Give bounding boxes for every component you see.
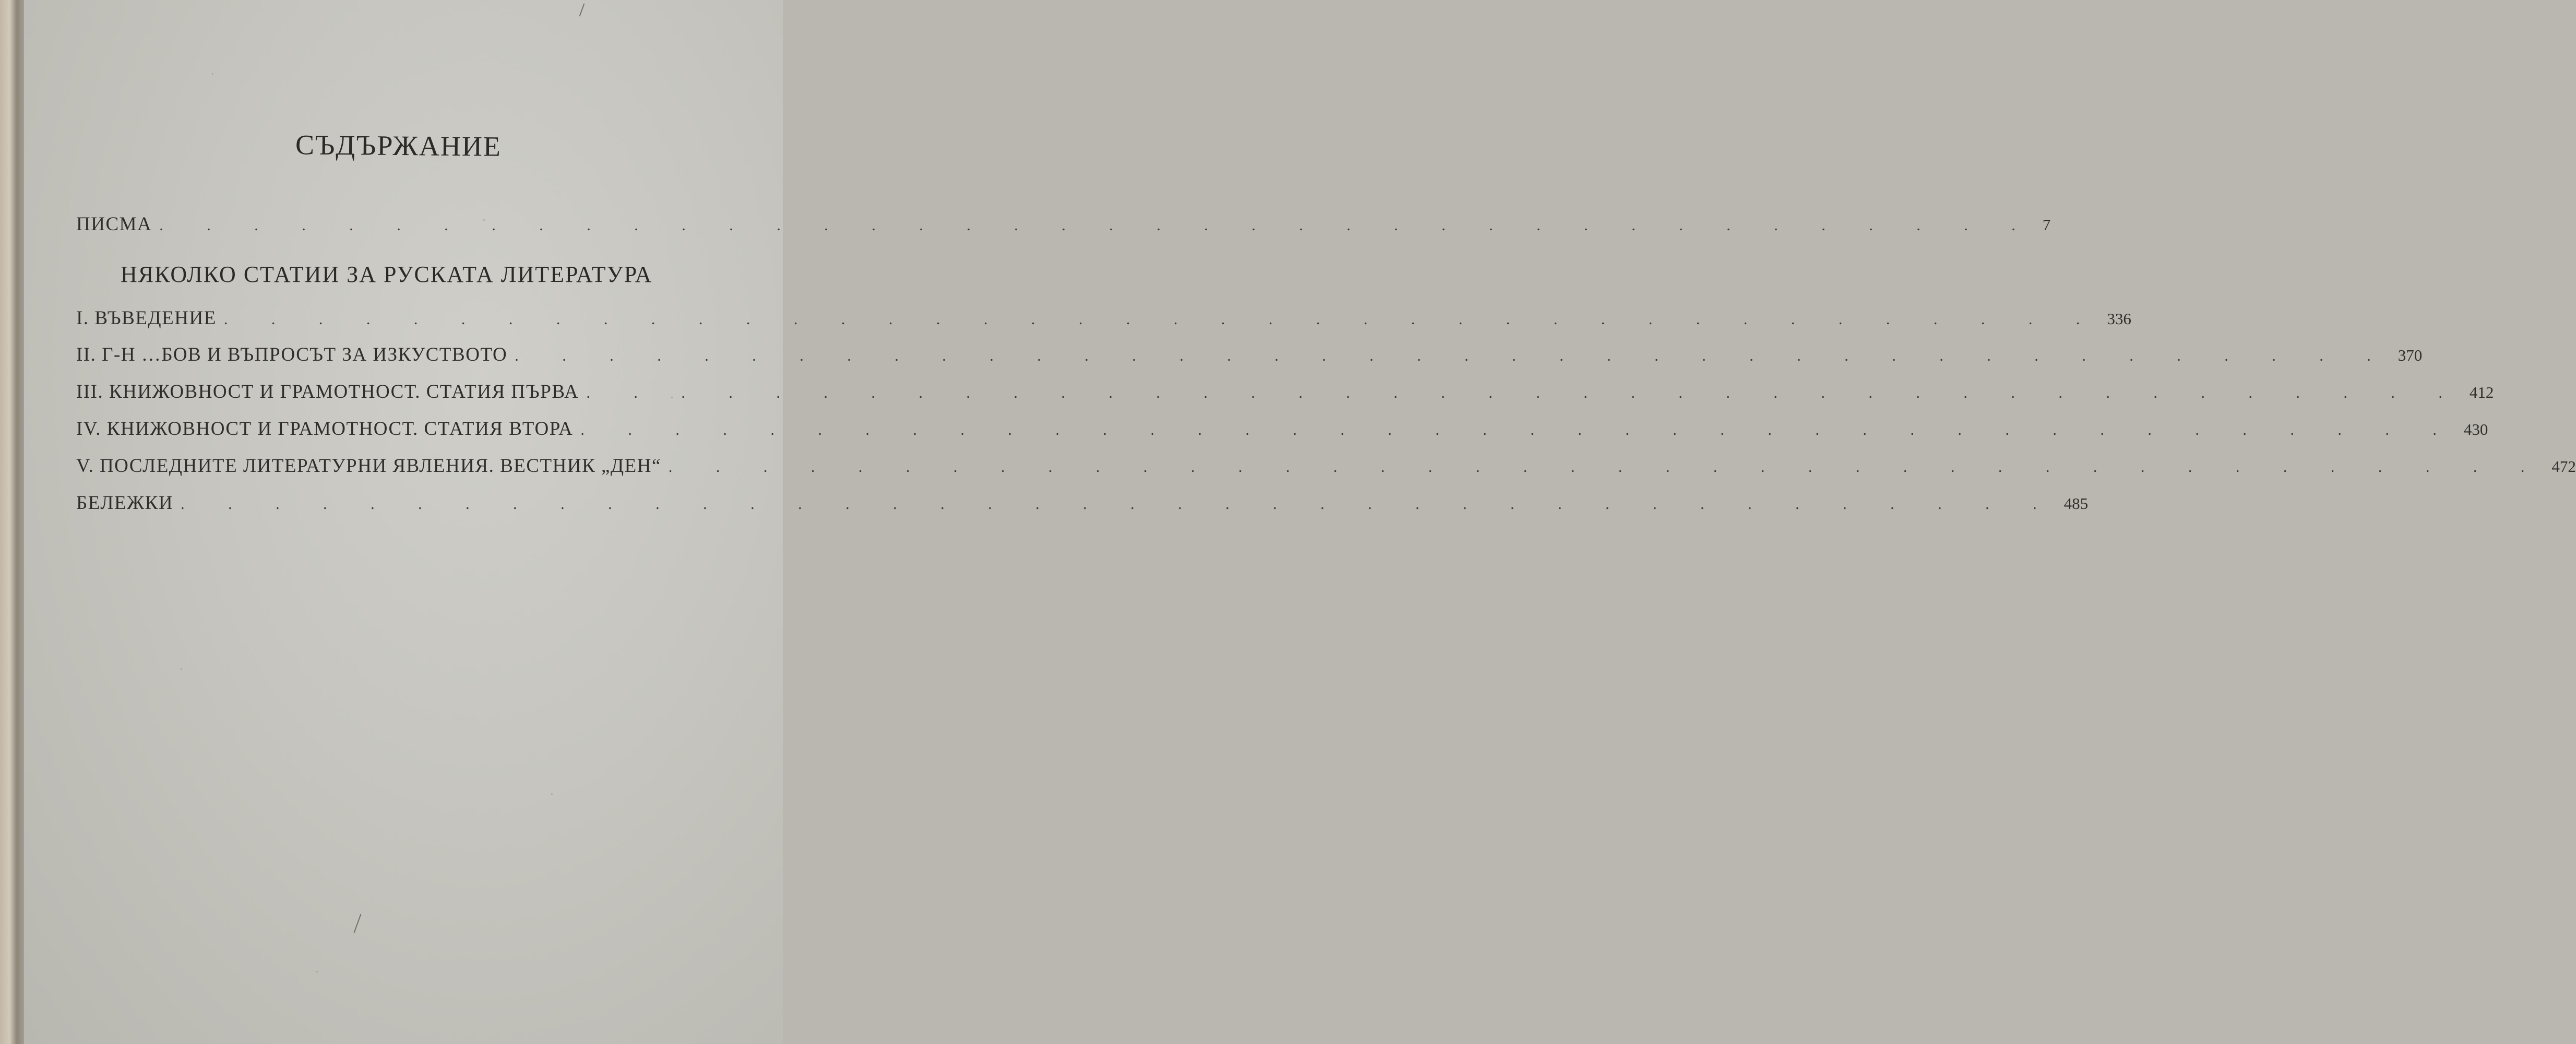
toc-page-number: 370 bbox=[2398, 346, 2423, 364]
toc-entry bbox=[76, 343, 2423, 370]
toc-entry-label: I. ВЪВЕДЕНИЕ bbox=[76, 307, 217, 329]
dot-leader: . . . . . . . . . . . . . . . . . . . . . . . . . . . . . . . . . . . . . . . . bbox=[159, 217, 2035, 234]
paper-speck bbox=[181, 668, 182, 670]
pencil-mark bbox=[354, 914, 362, 933]
toc-page-number: 472 bbox=[2551, 457, 2576, 476]
toc-entry-label: БЕЛЕЖКИ bbox=[76, 492, 174, 514]
toc-entry-label: II. Г-Н …БОВ И ВЪПРОСЪТ ЗА ИЗКУСТВОТО bbox=[76, 344, 508, 365]
toc-entry-label: V. ПОСЛЕДНИТЕ ЛИТЕРАТУРНИ ЯВЛЕНИЯ. ВЕСТНИК „ДЕН“ bbox=[76, 455, 661, 477]
dot-leader: . . . . . . . . . . . . . . . . . . . . . . . . . . . . . . . . . . . . . . . . bbox=[515, 347, 2391, 364]
toc-entry-label: IV. КНИЖОВНОСТ И ГРАМОТНОСТ. СТАТИЯ ВТОРА bbox=[76, 418, 574, 440]
toc-page-number: 430 bbox=[2463, 420, 2488, 438]
toc-page-number: 485 bbox=[2064, 494, 2089, 513]
toc-entry bbox=[76, 455, 2576, 481]
toc-entry bbox=[76, 492, 2089, 518]
toc-page-number: 7 bbox=[2042, 216, 2051, 234]
pencil-mark bbox=[579, 3, 585, 16]
page-edge bbox=[0, 0, 24, 1044]
dot-leader: . . . . . . . . . . . . . . . . . . . . . . . . . . . . . . . . . . . . . . . . bbox=[181, 495, 2057, 513]
dot-leader: . . . . . . . . . . . . . . . . . . . . . . . . . . . . . . . . . . . . . . . . bbox=[580, 421, 2456, 438]
book-page bbox=[24, 0, 2576, 1044]
toc-entry-label: ПИСМА bbox=[76, 213, 152, 235]
paper-speck bbox=[212, 73, 213, 75]
toc-entry-pisma bbox=[76, 213, 2051, 239]
paper-speck bbox=[316, 971, 318, 972]
toc-page-number: 412 bbox=[2469, 383, 2494, 401]
page-title: СЪДЪРЖАНИЕ bbox=[295, 129, 502, 162]
toc-entry-label: III. КНИЖОВНОСТ И ГРАМОТНОСТ. СТАТИЯ ПЪРВА bbox=[76, 381, 579, 402]
toc-page-number: 336 bbox=[2107, 310, 2131, 328]
section-heading: НЯКОЛКО СТАТИИ ЗА РУСКАТА ЛИТЕРАТУРА bbox=[121, 262, 653, 287]
dot-leader: . . . . . . . . . . . . . . . . . . . . . . . . . . . . . . . . . . . . . . . . bbox=[223, 311, 2100, 328]
toc-entry bbox=[76, 418, 2488, 444]
paper-speck bbox=[551, 793, 553, 795]
dot-leader: . . . . . . . . . . . . . . . . . . . . . . . . . . . . . . . . . . . . . . . . bbox=[586, 384, 2462, 401]
toc-entry bbox=[76, 307, 2131, 333]
toc-entry bbox=[76, 381, 2494, 407]
dot-leader: . . . . . . . . . . . . . . . . . . . . . . . . . . . . . . . . . . . . . . . . bbox=[668, 458, 2545, 476]
